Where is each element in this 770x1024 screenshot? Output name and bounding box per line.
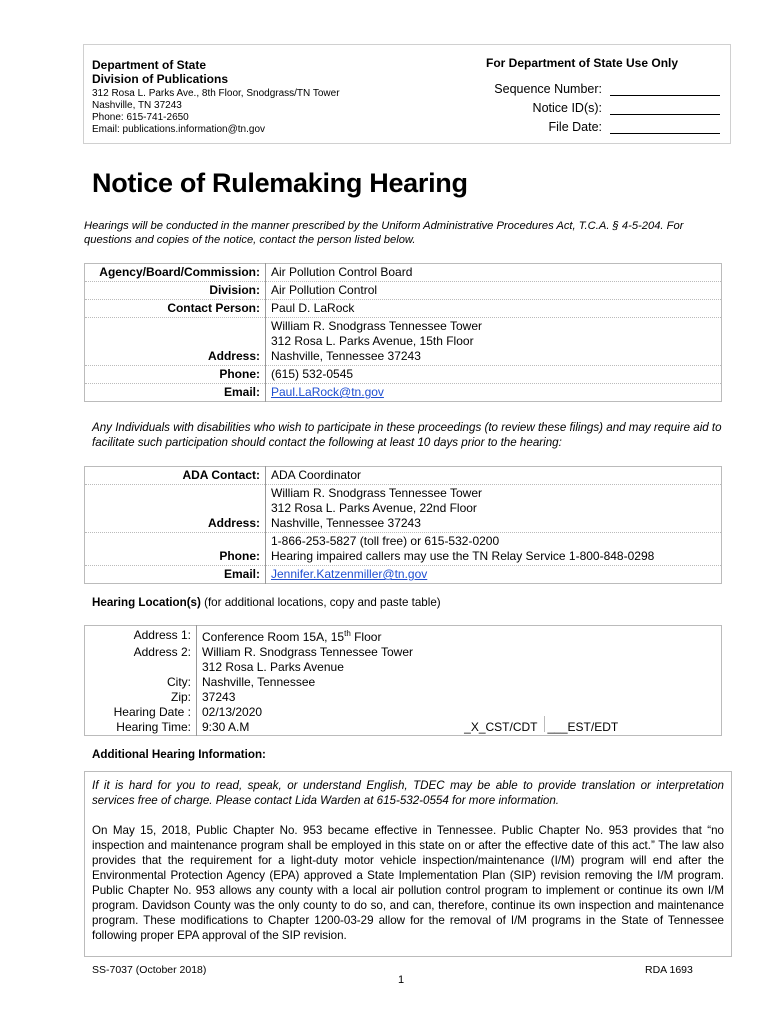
sequence-number-line[interactable] — [610, 83, 720, 96]
address1-value: Conference Room 15A, 15 — [202, 630, 345, 644]
use-only-title: For Department of State Use Only — [486, 56, 679, 70]
file-date-line[interactable] — [610, 121, 720, 134]
notice-id-field[interactable] — [533, 101, 720, 115]
agency-table — [84, 263, 722, 402]
ada-table — [84, 466, 722, 584]
public-chapter-paragraph: On May 15, 2018, Public Chapter No. 953 became effective in Tennessee. Public Chapter No. 953 provides that “no inspection and maintenance program shall be employed in this state on or after the effective date of this act.” The law also provides that the requirement for a light-duty motor vehicle inspection/maintenance (I/M) program will end after the Environmental Protection Agency (EPA) approved a State Implementation Plan (SIP) revision removing the I/M program. Public Chapter No. 953 allows any county with a local air pollution control program to implement or continue its own I/M program. Davidson County was the only county to do so, and can, therefore, continue its own inspection and maintenance program. These modifications to Chapter 1200-03-29 allow for the removal of I/M programs in the State of Tennessee following proper EPA approval of the SIP revision. — [92, 824, 724, 942]
division-label: Division: — [85, 282, 266, 300]
cst-option[interactable]: _X_CST/CDT — [464, 720, 538, 734]
division-value: Air Pollution Control — [266, 282, 722, 300]
hearing-date-value: 02/13/2020 — [202, 705, 263, 719]
est-option[interactable]: ___EST/EDT — [547, 720, 619, 734]
intro-text: Hearings will be conducted in the manner prescribed by the Uniform Administrative Procedures Act, T.C.A. § 4-5-204. For questions and copies of the notice, contact the person listed below. — [84, 220, 684, 246]
additional-text — [92, 778, 724, 943]
phone-value: (615) 532-0545 — [266, 366, 722, 384]
address2-line2: 312 Rosa L. Parks Avenue — [202, 660, 344, 674]
ada-phone-label: Phone: — [85, 533, 266, 566]
ada-email-link[interactable]: Jennifer.Katzenmiller@tn.gov — [271, 567, 428, 581]
hearing-date-label: Hearing Date : — [85, 705, 197, 720]
location-heading-bold: Hearing Location(s) — [92, 596, 201, 609]
address-line: Nashville, Tennessee 37243 — [271, 349, 421, 363]
notice-id-line[interactable] — [610, 102, 720, 115]
agency-value: Air Pollution Control Board — [266, 264, 722, 282]
address2-label: Address 2: — [85, 645, 197, 660]
agency-label: Agency/Board/Commission: — [85, 264, 266, 282]
address1-sup: th — [344, 629, 351, 638]
additional-heading: Additional Hearing Information: — [92, 748, 266, 761]
time-divider — [544, 716, 545, 732]
location-heading — [92, 596, 441, 609]
division-name: Division of Publications — [92, 72, 229, 86]
contact-label: Contact Person: — [85, 300, 266, 318]
zip-label: Zip: — [85, 690, 197, 705]
email-label: Email: — [85, 384, 266, 402]
sequence-number-label: Sequence Number: — [494, 82, 602, 96]
file-date-field[interactable] — [549, 120, 721, 134]
dept-email: Email: publications.information@tn.gov — [92, 124, 266, 135]
notice-id-label: Notice ID(s): — [532, 101, 602, 115]
contact-value: Paul D. LaRock — [266, 300, 722, 318]
address2-line1: William R. Snodgrass Tennessee Tower — [202, 645, 413, 659]
sequence-number-field[interactable] — [494, 82, 720, 96]
contact-email-link[interactable]: Paul.LaRock@tn.gov — [271, 385, 384, 399]
ada-email-label: Email: — [85, 566, 266, 584]
ada-contact-label: ADA Contact: — [85, 467, 266, 485]
disability-note: Any Individuals with disabilities who wish to participate in these proceedings (to review these filings) and may require aid to facilitate such participation should contact the following at least 10 days prior to the hearing: — [92, 421, 722, 449]
city-label: City: — [85, 675, 197, 690]
ada-address-line: 312 Rosa L. Parks Avenue, 22nd Floor — [271, 501, 477, 515]
dept-phone: Phone: 615-741-2650 — [92, 112, 189, 123]
address-line: William R. Snodgrass Tennessee Tower — [271, 319, 482, 333]
header-left — [92, 58, 340, 136]
ada-contact-value: ADA Coordinator — [266, 467, 722, 485]
ada-phone-line: 1-866-253-5827 (toll free) or 615-532-0200 — [271, 534, 500, 548]
page-title: Notice of Rulemaking Hearing — [92, 168, 468, 198]
ada-address-line: Nashville, Tennessee 37243 — [271, 516, 421, 530]
location-table — [84, 625, 722, 736]
address-value — [266, 318, 722, 366]
phone-label: Phone: — [85, 366, 266, 384]
hearing-time-label: Hearing Time: — [85, 720, 197, 736]
address1-suffix: Floor — [350, 630, 382, 644]
page-number: 1 — [398, 974, 405, 986]
hearing-time-value: 9:30 A.M — [202, 720, 250, 734]
location-heading-note: (for additional locations, copy and paste table) — [200, 596, 441, 609]
address-label: Address: — [85, 318, 266, 366]
ada-address-value — [266, 485, 722, 533]
dept-address1: 312 Rosa L. Parks Ave., 8th Floor, Snodgrass/TN Tower — [92, 88, 340, 99]
dept-name: Department of State — [92, 58, 207, 72]
address1-label: Address 1: — [85, 626, 197, 646]
ada-address-label: Address: — [85, 485, 266, 533]
ada-phone-value — [266, 533, 722, 566]
rda-number: RDA 1693 — [645, 964, 693, 976]
file-date-label: File Date: — [548, 120, 602, 134]
city-value: Nashville, Tennessee — [202, 675, 316, 689]
ada-phone-line: Hearing impaired callers may use the TN Relay Service 1-800-848-0298 — [271, 549, 655, 563]
translation-note: If it is hard for you to read, speak, or understand English, TDEC may be able to provide translation or interpretation services free of charge. Please contact Lida Warden at 615-532-0554 for more information. — [92, 779, 724, 807]
zip-value: 37243 — [202, 690, 236, 704]
form-id: SS-7037 (October 2018) — [92, 964, 207, 976]
ada-address-line: William R. Snodgrass Tennessee Tower — [271, 486, 482, 500]
dept-address2: Nashville, TN 37243 — [92, 100, 182, 111]
address-line: 312 Rosa L. Parks Avenue, 15th Floor — [271, 334, 474, 348]
